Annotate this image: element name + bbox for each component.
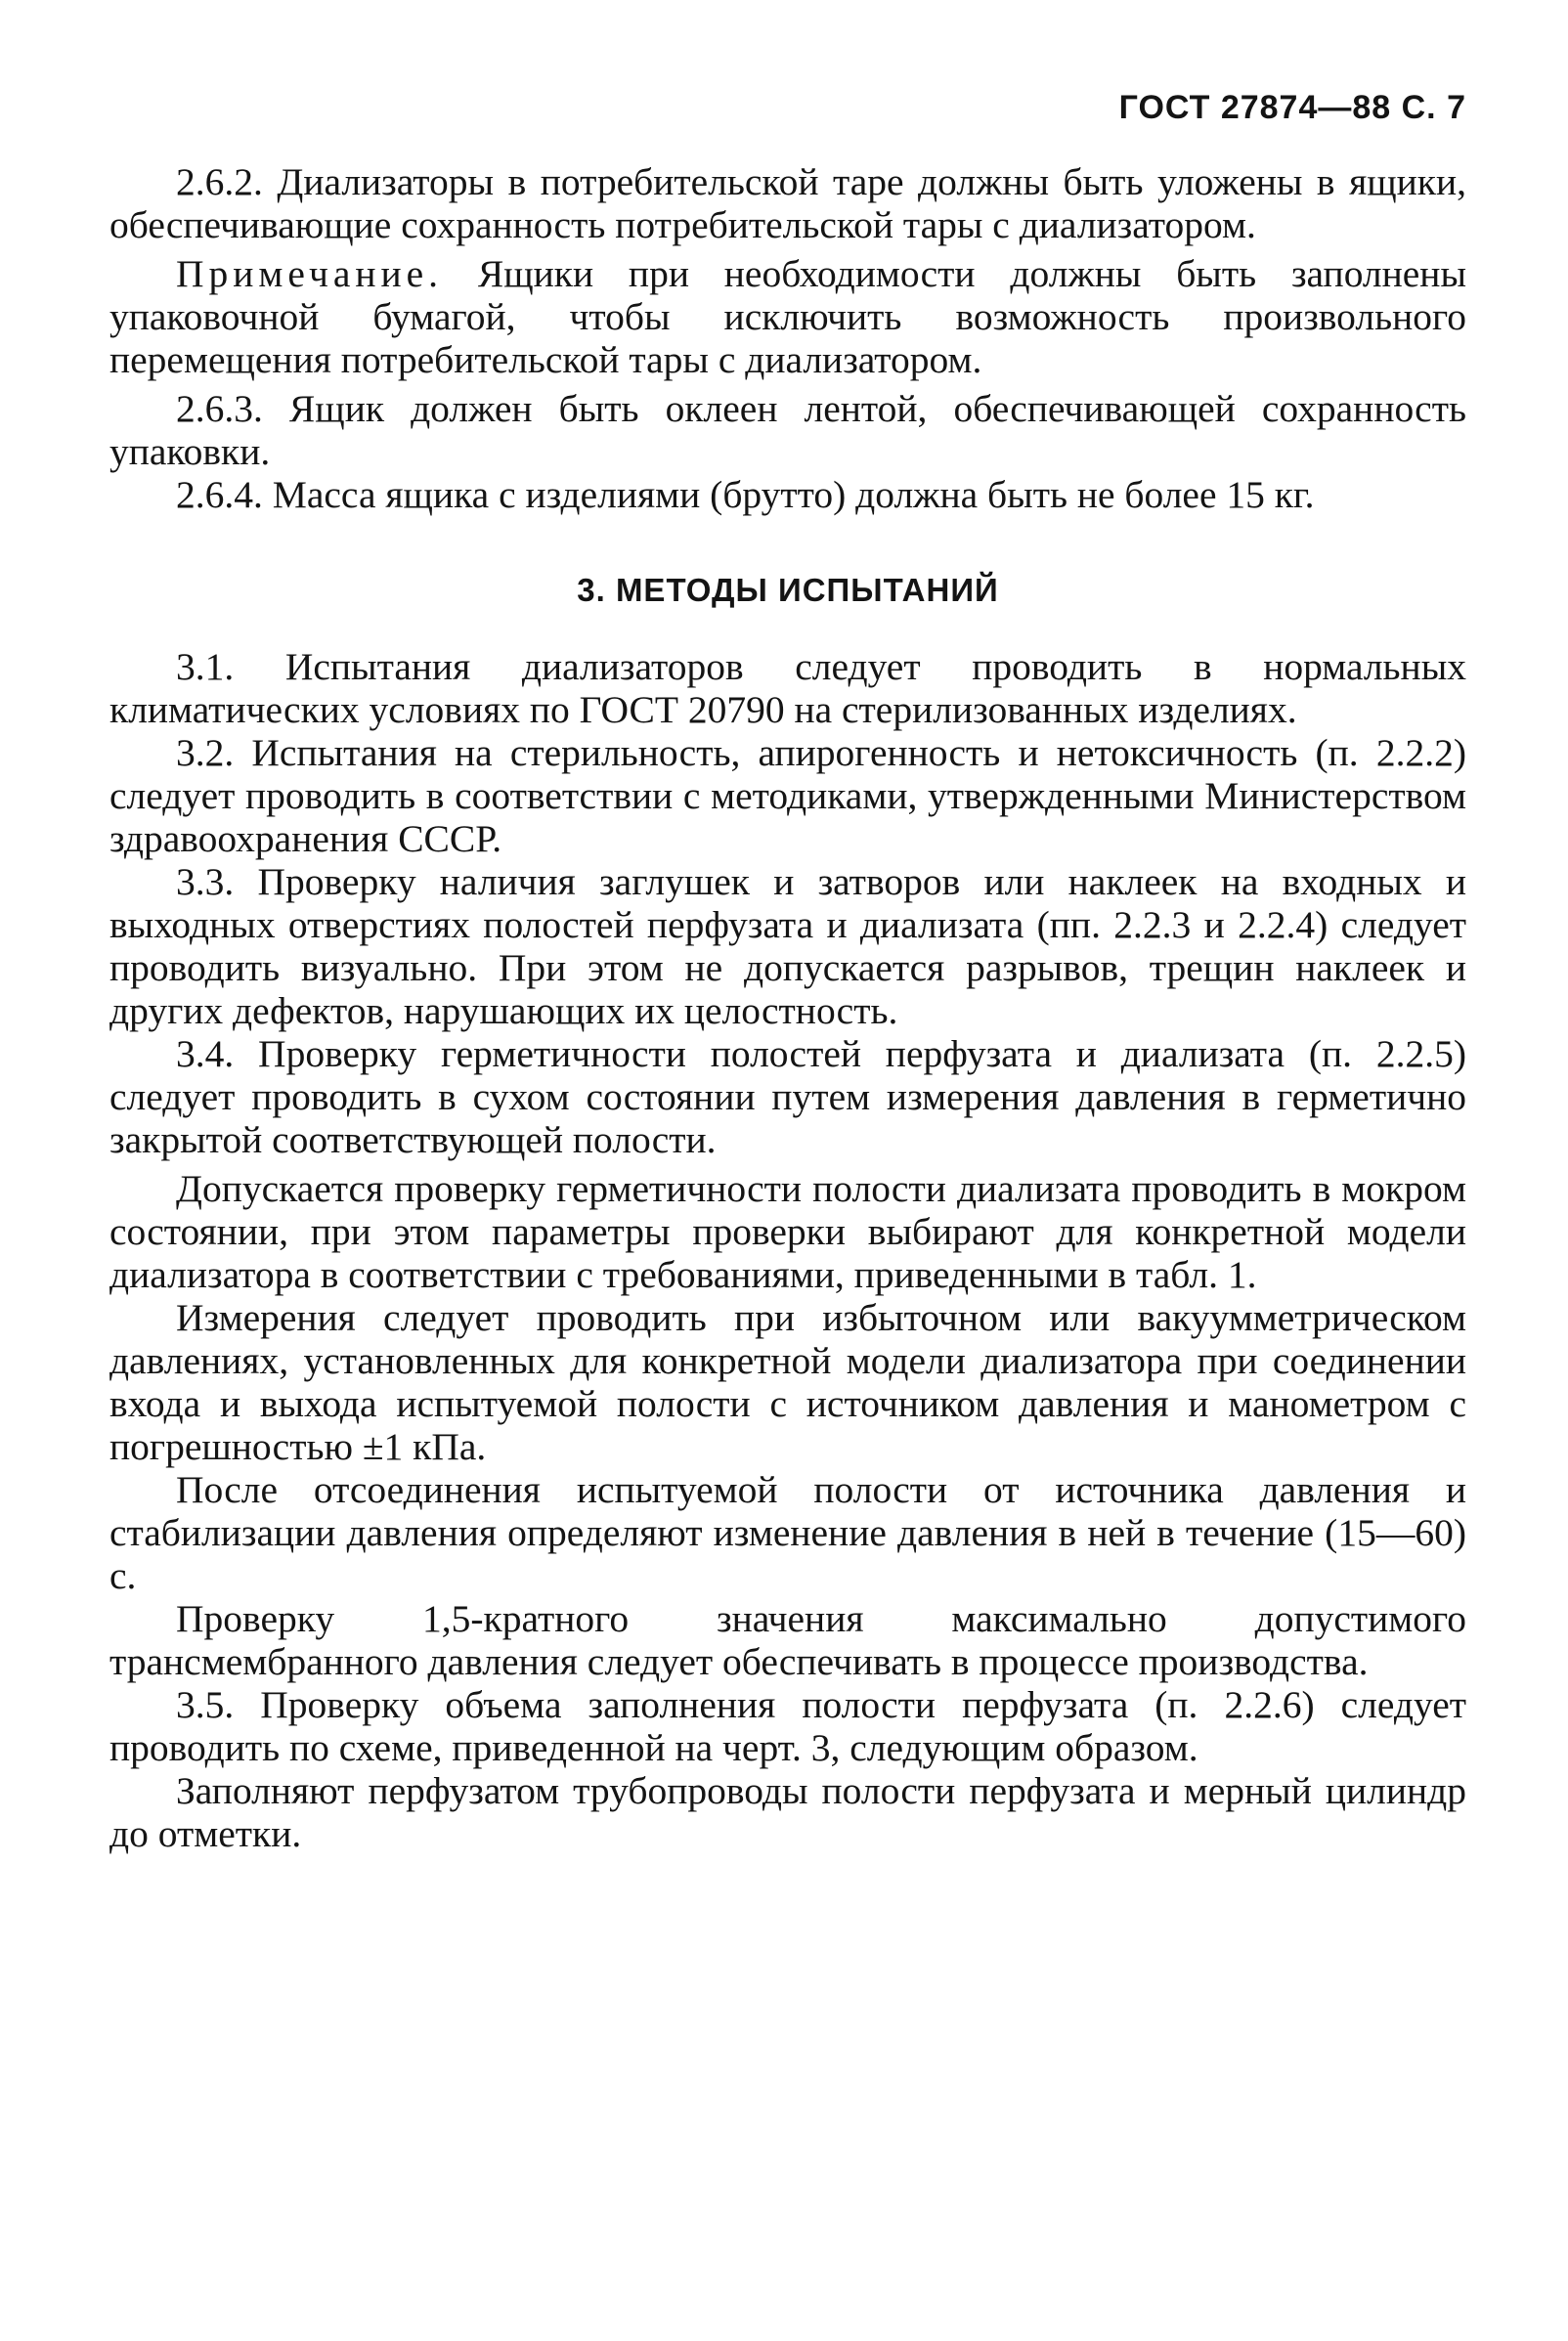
paragraph-2-6-4: 2.6.4. Масса ящика с изделиями (брутто) должна быть не более 15 кг. (176, 473, 1315, 516)
paragraph-3-2: 3.2. Испытания на стерильность, апирогенность и нетоксичность (п. 2.2.2) следует проводить в соответствии с методиками, утвержденными Министерством здравоохранения СССР. (109, 731, 1466, 860)
paragraph-2-6-3: 2.6.3. Ящик должен быть оклеен лентой, обеспечивающей сохранность упаковки. (109, 387, 1466, 473)
note-text: Ящики при необходимости должны быть заполнены упаковочной бумагой, чтобы исключить возможность произвольного перемещения потребительской тары с диализатором. (109, 252, 1466, 381)
page-header: ГОСТ 27874—88 С. 7 (1118, 89, 1466, 126)
paragraph-3-5-b: Заполняют перфузатом трубопроводы полости перфузата и мерный цилиндр до отметки. (109, 1769, 1466, 1855)
paragraph-3-4-d: После отсоединения испытуемой полости от источника давления и стабилизации давления определяют изменение давления в ней в течение (15—60) с. (109, 1468, 1466, 1597)
note-label: Примечание. (176, 252, 444, 295)
paragraph-2-6-2: 2.6.2. Диализаторы в потребительской таре должны быть уложены в ящики, обеспечивающие сохранность потребительской тары с диализатором. (109, 160, 1466, 246)
section-3-title: 3. МЕТОДЫ ИСПЫТАНИЙ (577, 572, 999, 608)
paragraph-3-4: 3.4. Проверку герметичности полостей перфузата и диализата (п. 2.2.5) следует проводить в сухом состоянии путем измерения давления в герметично закрытой соответствующей полости. (109, 1032, 1466, 1161)
paragraph-3-5: 3.5. Проверку объема заполнения полости перфузата (п. 2.2.6) следует проводить по схеме, приведенной на черт. 3, следующим образом. (109, 1683, 1466, 1769)
paragraph-3-4-c: Измерения следует проводить при избыточном или вакуумметрическом давлениях, установленных для конкретной модели диализатора при соединении входа и выхода испытуемой полости с источником давления и манометром с погрешностью ±1 кПа. (109, 1296, 1466, 1468)
paragraph-3-4-e: Проверку 1,5-кратного значения максимально допустимого трансмембранного давления следует обеспечивать в процессе производства. (109, 1597, 1466, 1683)
paragraph-3-1: 3.1. Испытания диализаторов следует проводить в нормальных климатических условиях по ГОСТ 20790 на стерилизованных изделиях. (109, 645, 1466, 731)
note-paragraph (109, 252, 1466, 381)
paragraph-3-4-b: Допускается проверку герметичности полости диализата проводить в мокром состоянии, при этом параметры проверки выбирают для конкретной модели диализатора в соответствии с требованиями, приведенными в табл. 1. (109, 1167, 1466, 1296)
paragraph-3-3: 3.3. Проверку наличия заглушек и затворов или наклеек на входных и выходных отверстиях полостей перфузата и диализата (пп. 2.2.3 и 2.2.4) следует проводить визуально. При этом не допускается разрывов, трещин наклеек и других дефектов, нарушающих их целостность. (109, 860, 1466, 1032)
document-page (109, 78, 1466, 1855)
